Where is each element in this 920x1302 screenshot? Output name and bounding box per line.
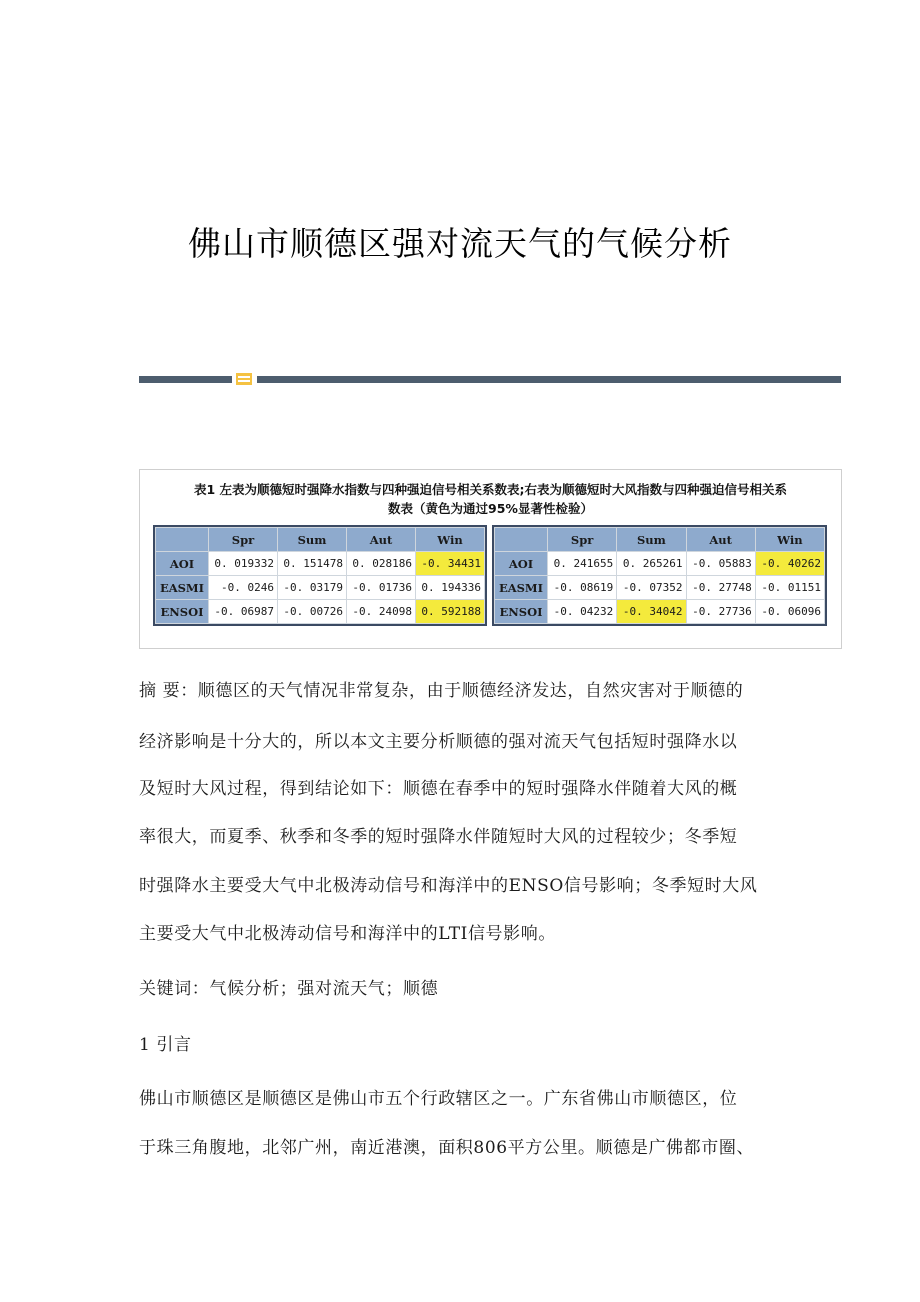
table-cell: -0. 08619 [548,576,617,600]
row-header: EASMI [495,576,548,600]
abstract-line: 时强降水主要受大气中北极涛动信号和海洋中的ENSO信号影响；冬季短时大风 [139,876,758,896]
table-row [495,552,825,576]
divider-ornament-icon [236,373,252,385]
abstract-line: 率很大，而夏季、秋季和冬季的短时强降水伴随短时大风的过程较少；冬季短 [139,827,738,847]
table-cell-highlighted: -0. 34431 [416,552,485,576]
row-header: ENSOI [156,600,209,624]
abstract-line: 经济影响是十分大的，所以本文主要分析顺德的强对流天气包括短时强降水以 [139,732,738,752]
table-header-row [495,528,825,552]
table-cell: 0. 019332 [209,552,278,576]
row-header: AOI [156,552,209,576]
figure-caption-line-2: 数表（黄色为通过95%显著性检验） [388,501,593,516]
column-header: Win [755,528,824,552]
row-header: ENSOI [495,600,548,624]
table-corner-cell [156,528,209,552]
table-cell: 0. 241655 [548,552,617,576]
column-header: Aut [686,528,755,552]
table-cell: -0. 27736 [686,600,755,624]
table-cell-highlighted: 0. 592188 [416,600,485,624]
column-header: Spr [209,528,278,552]
title-divider-left [139,376,232,383]
abstract-line: 主要受大气中北极涛动信号和海洋中的LTI信号影响。 [139,924,556,944]
table-cell: -0. 05883 [686,552,755,576]
table-row [495,576,825,600]
table-cell: 0. 194336 [416,576,485,600]
abstract-line: 及短时大风过程，得到结论如下：顺德在春季中的短时强降水伴随着大风的概 [139,779,738,799]
column-header: Win [416,528,485,552]
table-cell-highlighted: -0. 34042 [617,600,686,624]
table-cell: -0. 24098 [347,600,416,624]
table-cell: 0. 151478 [278,552,347,576]
column-header: Sum [278,528,347,552]
table-cell: -0. 06987 [209,600,278,624]
figure-caption-line-1: 表1 左表为顺德短时强降水指数与四种强迫信号相关系数表;右表为顺德短时大风指数与四种强迫信号相关系 [193,482,788,497]
table-cell: -0. 03179 [278,576,347,600]
intro-line: 佛山市顺德区是顺德区是佛山市五个行政辖区之一。广东省佛山市顺德区，位 [139,1089,738,1109]
table-row [156,576,485,600]
correlation-table-figure [139,469,842,649]
table-cell-highlighted: -0. 40262 [755,552,824,576]
table-cell: -0. 06096 [755,600,824,624]
table-cell: -0. 0246 [209,576,278,600]
table-cell: -0. 04232 [548,600,617,624]
column-header: Aut [347,528,416,552]
rainfall-correlation-table [155,527,485,624]
table-cell: -0. 01736 [347,576,416,600]
table-row [495,600,825,624]
table-cell: -0. 01151 [755,576,824,600]
section-heading: 1 引言 [139,1035,192,1055]
table-row [156,600,485,624]
title-divider-right [257,376,841,383]
column-header: Sum [617,528,686,552]
table-cell: -0. 27748 [686,576,755,600]
intro-line: 于珠三角腹地，北邻广州，南近港澳，面积806平方公里。顺德是广佛都市圈、 [139,1138,755,1158]
table-cell: 0. 028186 [347,552,416,576]
column-header: Spr [548,528,617,552]
table-cell: -0. 07352 [617,576,686,600]
row-header: AOI [495,552,548,576]
wind-correlation-table [494,527,825,624]
abstract-line: 摘 要：顺德区的天气情况非常复杂，由于顺德经济发达，自然灾害对于顺德的 [139,681,744,701]
table-row [156,552,485,576]
row-header: EASMI [156,576,209,600]
table-corner-cell [495,528,548,552]
figure-caption [140,480,841,518]
table-cell: 0. 265261 [617,552,686,576]
table-cell: -0. 00726 [278,600,347,624]
table-header-row [156,528,485,552]
keywords-line: 关键词：气候分析；强对流天气；顺德 [139,979,439,999]
document-title: 佛山市顺德区强对流天气的气候分析 [188,224,732,263]
